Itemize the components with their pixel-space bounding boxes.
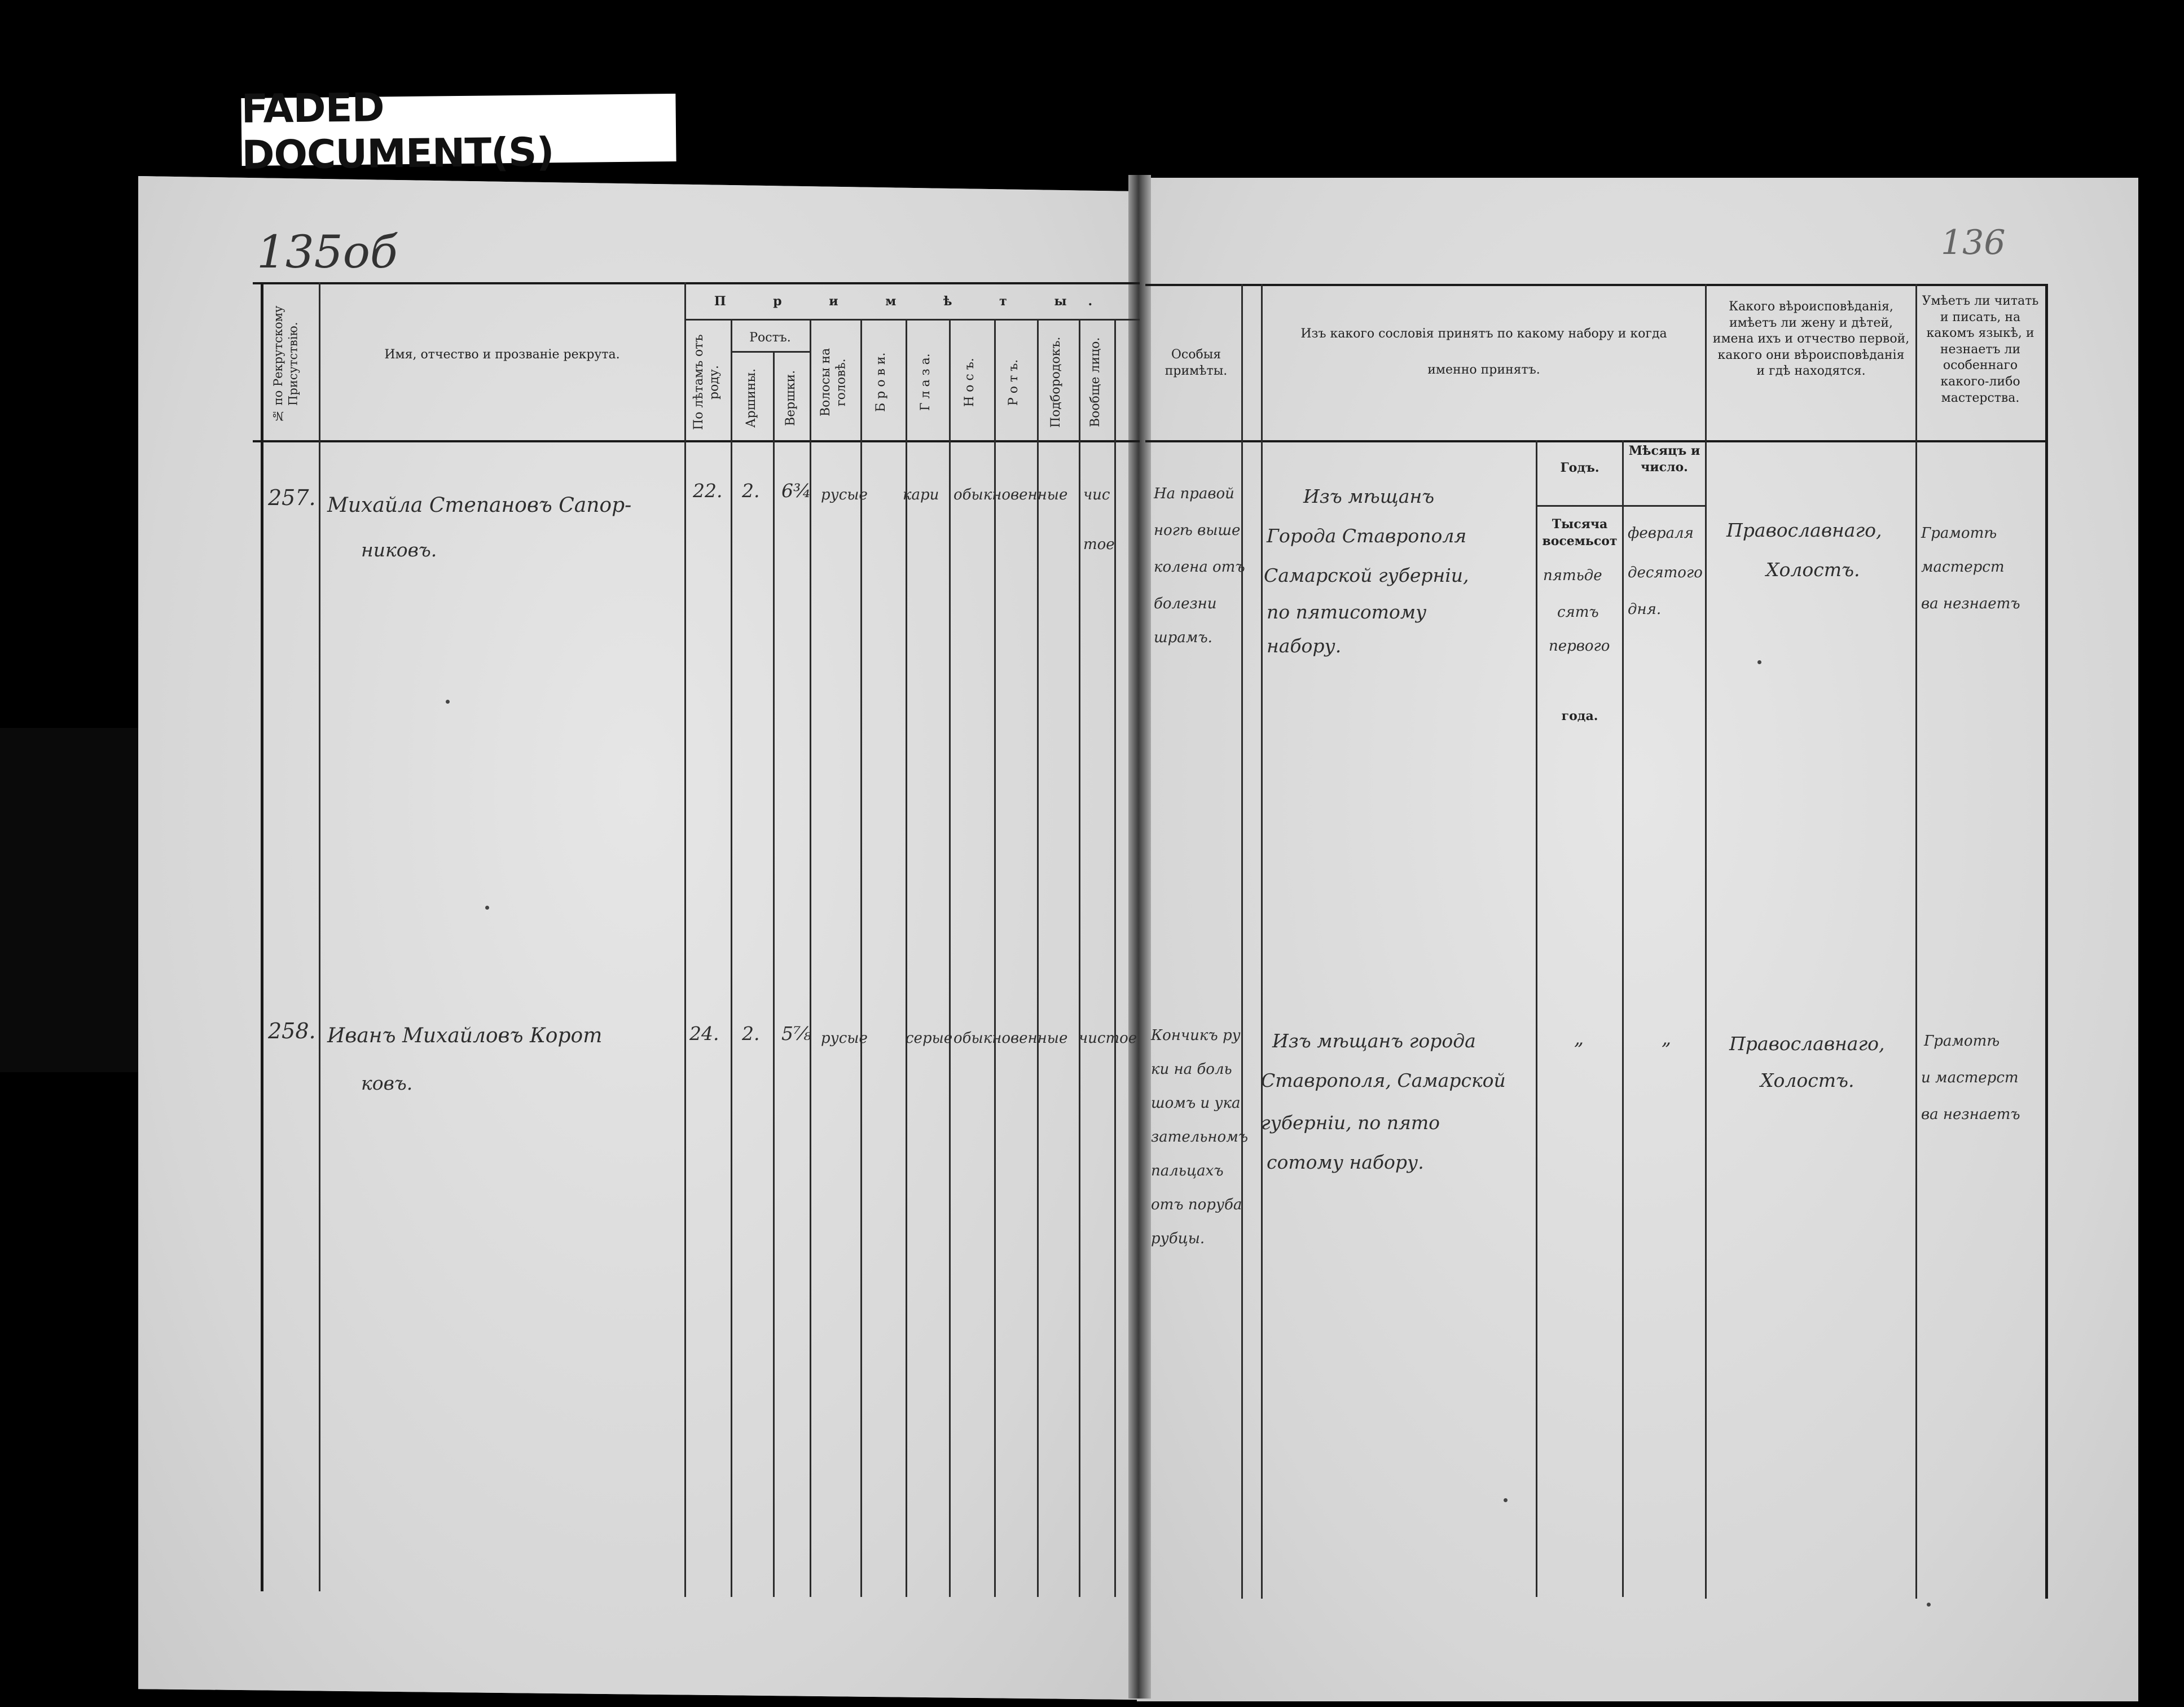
primety-subheader-line	[685, 319, 1140, 321]
skills-line: мастерст	[1921, 559, 2005, 576]
header-estate: Изъ какого сословія принятъ по какому набору и когда именно принятъ.	[1300, 327, 1667, 377]
estate-line: набору.	[1267, 635, 1342, 657]
skills-line: ва незнаетъ	[1921, 1106, 2020, 1123]
recruit-name-line1: Иванъ Михайловъ Корот	[327, 1024, 603, 1047]
special-mark-line: Кончикъ ру	[1151, 1027, 1241, 1044]
year-ditto: „	[1574, 1027, 1584, 1049]
year-line: первого	[1549, 638, 1610, 655]
special-mark-line: ки на боль	[1151, 1061, 1232, 1078]
col-divider	[1114, 319, 1116, 1597]
recruit-age: 22.	[693, 480, 723, 502]
special-mark-line: шрамъ.	[1154, 629, 1212, 646]
estate-line: Изъ мѣщанъ	[1303, 485, 1435, 507]
table-left-border	[261, 282, 263, 1591]
year-month-header-line	[1536, 505, 1705, 507]
month-ditto: „	[1662, 1027, 1672, 1049]
recruit-brows: кари	[903, 486, 939, 503]
col-divider	[1536, 440, 1537, 1597]
col-divider	[319, 282, 320, 1591]
paper-speck	[485, 906, 489, 910]
col-divider	[1261, 284, 1263, 1599]
recruit-number: 258.	[268, 1019, 316, 1043]
special-mark-line: зательномъ	[1151, 1129, 1249, 1146]
header-rost: Ростъ.	[749, 331, 791, 345]
table-right-border	[2045, 284, 2048, 1599]
recruit-face-line1: чис	[1083, 486, 1110, 503]
special-mark-line: отъ поруба	[1151, 1196, 1242, 1213]
header-month: Мѣсяцъ и число.	[1628, 444, 1700, 475]
col-divider	[1079, 319, 1080, 1597]
table-top-border-left	[253, 282, 1140, 284]
month-line: февраля	[1628, 525, 1694, 542]
estate-line: по пятисотому	[1267, 601, 1427, 623]
recruit-vershok: 5⅞	[781, 1023, 811, 1045]
estate-line: сотому набору.	[1267, 1151, 1424, 1173]
special-mark-line: ногѣ выше	[1154, 522, 1241, 539]
header-face: Вообще лицо.	[1088, 337, 1102, 428]
col-divider	[860, 319, 862, 1597]
col-divider	[731, 319, 732, 1597]
recruit-vershok: 6¾	[781, 480, 811, 502]
skills-line: ва незнаетъ	[1921, 595, 2020, 612]
faded-document-label: FADED DOCUMENT(S)	[241, 94, 676, 166]
religion-line: Холостъ.	[1766, 559, 1860, 581]
recruit-age: 24.	[689, 1023, 719, 1045]
header-nose: Н о с ъ.	[963, 358, 977, 407]
header-age: По лѣтамъ отъ роду.	[692, 334, 722, 431]
printed-year-thousand: Тысяча	[1552, 517, 1608, 532]
col-divider	[810, 319, 811, 1597]
special-mark-line: болезни	[1154, 595, 1217, 612]
col-divider	[1915, 284, 1917, 1599]
recruit-face-line2: тое	[1083, 536, 1115, 553]
year-line: пятьде	[1543, 567, 1602, 584]
header-chin: Подбородокъ.	[1049, 336, 1063, 428]
estate-line: Изъ мѣщанъ города	[1272, 1030, 1476, 1052]
recruit-arshin: 2.	[742, 1023, 760, 1045]
recruit-number: 257.	[268, 485, 316, 510]
recruit-name-line2: никовъ.	[361, 539, 437, 561]
month-line: дня.	[1628, 601, 1662, 618]
header-primety: П р и м ѣ т ы.	[714, 294, 1114, 309]
skills-line: Грамотѣ	[1921, 525, 1997, 542]
header-vershok: Вершки.	[784, 370, 798, 426]
col-divider	[684, 282, 686, 1597]
skills-line: Грамотѣ	[1924, 1033, 2000, 1050]
recruit-name-line1: Михайла Степановъ Сапор-	[327, 494, 632, 517]
col-divider	[1241, 284, 1243, 1599]
religion-line: Православнаго,	[1726, 519, 1882, 541]
printed-year-suffix: года.	[1561, 709, 1598, 723]
special-mark-line: На правой	[1154, 485, 1234, 502]
header-eyes: Г л а з а.	[919, 353, 933, 411]
folio-number-left: 135об	[257, 226, 398, 278]
estate-line: Ставрополя, Самарской	[1261, 1069, 1506, 1091]
header-skills: Умѣетъ ли читать и писать, на какомъ языкѣ, и незнаетъ ли особеннаго какого-либо мастерства.	[1922, 294, 2039, 405]
recruit-name-line2: ковъ.	[361, 1072, 413, 1094]
rost-subheader-line	[731, 351, 810, 353]
col-divider	[1622, 440, 1624, 1597]
header-bottom-border-right	[1145, 440, 2048, 442]
recruit-face-line1: чистое	[1079, 1030, 1137, 1047]
header-special-marks: Особыя примѣты.	[1164, 348, 1228, 378]
printed-year-eight-hundred: восемьсот	[1542, 534, 1618, 548]
recruit-features: обыкновенные	[953, 486, 1068, 503]
recruit-arshin: 2.	[742, 480, 760, 502]
estate-line: губерніи, по пято	[1261, 1112, 1440, 1134]
month-line: десятого	[1628, 564, 1703, 581]
paper-speck	[1504, 1498, 1508, 1502]
table-top-border-right	[1145, 284, 2048, 286]
header-hair: Волосы на головѣ.	[819, 348, 849, 417]
estate-line: Города Ставрополя	[1267, 525, 1467, 547]
folio-number-right: 136	[1941, 223, 2006, 262]
paper-speck	[446, 700, 450, 704]
header-recruit-number: № по Рекрутскому Присутствію.	[271, 305, 300, 423]
col-divider	[1037, 319, 1039, 1597]
recruit-hair: русые	[821, 486, 868, 503]
header-religion: Какого вѣроисповѣданія, имѣетъ ли жену и дѣтей, имена ихъ и отчество первой, какого они вѣроисповѣданія и гдѣ находятся.	[1712, 300, 1910, 379]
religion-line: Холостъ.	[1760, 1069, 1855, 1091]
recruit-features: обыкновенные	[953, 1030, 1068, 1047]
special-mark-line: пальцахъ	[1151, 1162, 1224, 1179]
recruit-hair: русые	[821, 1030, 868, 1047]
header-year: Годъ.	[1560, 460, 1599, 475]
paper-speck	[1927, 1603, 1931, 1607]
header-recruit-name: Имя, отчество и прозваніе рекрута.	[384, 348, 620, 362]
header-mouth: Р о т ъ.	[1007, 359, 1021, 406]
col-divider	[994, 319, 996, 1597]
paper-speck	[1757, 660, 1761, 664]
col-divider	[906, 319, 907, 1597]
special-mark-line: колена отъ	[1154, 559, 1245, 576]
header-arshin: Аршины.	[744, 368, 758, 428]
header-bottom-border-left	[253, 440, 1140, 442]
religion-line: Православнаго,	[1729, 1033, 1885, 1055]
col-divider	[773, 351, 775, 1597]
year-line: сятъ	[1557, 604, 1599, 621]
col-divider	[1705, 284, 1707, 1599]
recruit-brows: серые	[906, 1030, 953, 1047]
special-mark-line: шомъ и ука	[1151, 1095, 1241, 1112]
skills-line: и мастерст	[1921, 1069, 2019, 1086]
estate-line: Самарской губерніи,	[1264, 564, 1469, 586]
header-brows: Б р о в и.	[874, 352, 888, 413]
special-mark-line: рубцы.	[1151, 1230, 1205, 1247]
book-spine	[1128, 175, 1151, 1699]
col-divider	[949, 319, 951, 1597]
